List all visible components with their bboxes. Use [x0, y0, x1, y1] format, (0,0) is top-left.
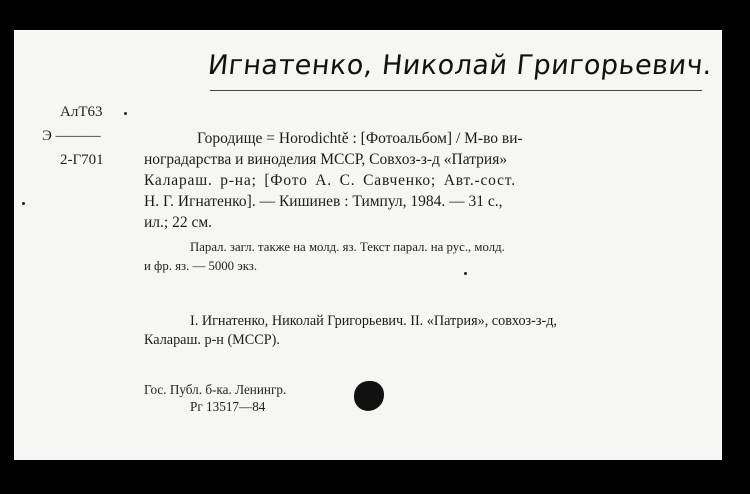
- call-number-line2: Э ———: [42, 128, 101, 144]
- heading-underline: [210, 90, 702, 91]
- call-number-line3: 2-Г701: [60, 152, 104, 168]
- library-stamp-line1: Гос. Публ. б-ка. Ленингр.: [144, 382, 287, 397]
- ink-speck: [464, 272, 467, 275]
- note-line: и фр. яз. — 5000 экз.: [144, 259, 258, 273]
- library-stamp-line2: Рг 13517—84: [190, 399, 266, 414]
- description-line: ноградарства и виноделия МССР, Совхоз-з-д «Патрия»: [144, 151, 508, 168]
- ink-speck: [22, 202, 25, 205]
- call-number-line1: АлТ63: [60, 104, 103, 120]
- description-line: ил.; 22 см.: [144, 214, 213, 231]
- tracing-line: Калараш. р-н (МССР).: [144, 332, 280, 348]
- description-line: Н. Г. Игнатенко]. — Кишинев : Тимпул, 1984. — 31 с.,: [144, 193, 503, 210]
- ink-speck: [124, 112, 127, 115]
- tracing-line: I. Игнатенко, Николай Григорьевич. II. «Патрия», совхоз-з-д,: [190, 313, 557, 329]
- catalog-card: [14, 30, 722, 460]
- handwritten-heading: Игнатенко, Николай Григорьевич.: [206, 50, 714, 81]
- description-line: Калараш. р-на; [Фото А. С. Савченко; Авт.-сост.: [144, 172, 516, 189]
- note-line: Парал. загл. также на молд. яз. Текст парал. на рус., молд.: [190, 240, 505, 254]
- ink-blot: [354, 381, 384, 411]
- description-line: Городище = Horodichtě : [Фотоальбом] / М-во ви-: [197, 130, 523, 147]
